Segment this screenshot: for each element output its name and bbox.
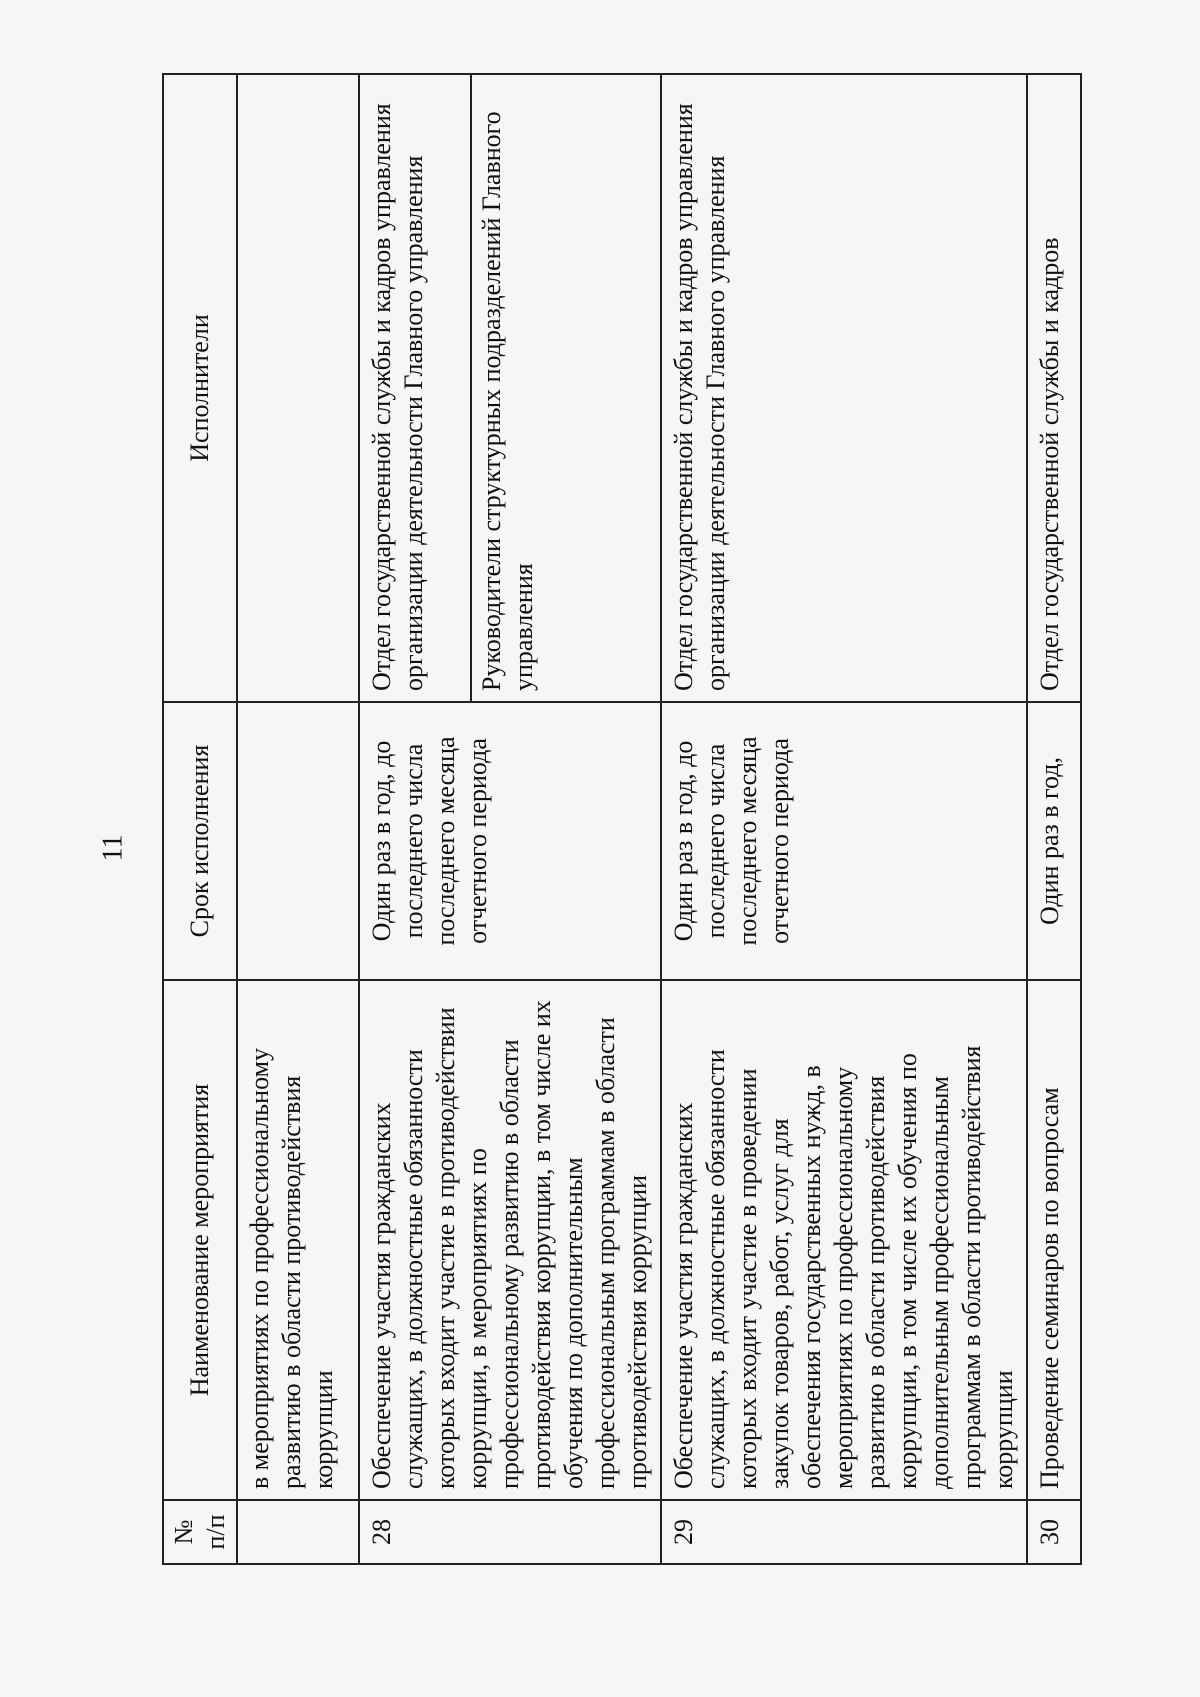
header-term: Срок исполнения: [163, 702, 237, 980]
row-term: Один раз в год, до последнего числа последнего месяца отчетного периода: [661, 702, 1027, 980]
table-row: [1027, 74, 1081, 1564]
row-term: Один раз в год,: [1027, 702, 1081, 980]
row-number: [237, 1500, 359, 1564]
row-executors: [359, 74, 661, 702]
page-number: 11: [97, 834, 129, 862]
row-number: 29: [661, 1500, 1027, 1564]
header-number: № п/п: [163, 1500, 237, 1564]
row-number: 30: [1027, 1500, 1081, 1564]
header-executors: Исполнители: [163, 74, 237, 702]
row-term: Один раз в год, до последнего числа последнего месяца отчетного периода: [359, 702, 661, 980]
row-name: в мероприятиях по профессиональному развитию в области противодействия коррупции: [237, 980, 359, 1500]
row-name: Проведение семинаров по вопросам: [1027, 980, 1081, 1500]
rotated-table-container: [162, 75, 1082, 1565]
row-term: [237, 702, 359, 980]
row-name: Обеспечение участия гражданских служащих, в должностные обязанности которых входит участие в противодействии коррупции, в мероприятиях по профессиональному развитию в области противодействия коррупции, в том числе их обучения по дополнительным профессиональным программам в области противодействия коррупции: [359, 980, 661, 1500]
table-row: [359, 74, 661, 1564]
row-name: Обеспечение участия гражданских служащих, в должностные обязанности которых входит участие в проведении закупок товаров, работ, услуг для обеспечения государственных нужд, в мероприятиях по профессиональному развитию в области противодействия коррупции, в том числе их обучения по дополнительным профессиональным программам в области противодействия коррупции: [661, 980, 1027, 1500]
executor-item: Отдел государственной службы и кадров управления организации деятельности Главного управления: [367, 103, 428, 691]
header-name: Наименование мероприятия: [163, 980, 237, 1500]
row-executors: Отдел государственной службы и кадров управления организации деятельности Главного управления: [661, 74, 1027, 702]
row-executors: [237, 74, 359, 702]
row-executors: Отдел государственной службы и кадров: [1027, 74, 1081, 702]
row-number: 28: [359, 1500, 661, 1564]
executor-item: Руководители структурных подразделений Главного управления: [470, 75, 540, 701]
table-row: [661, 74, 1027, 1564]
table-header-row: [163, 74, 237, 1564]
table-row: [237, 74, 359, 1564]
measures-table: [162, 73, 1082, 1565]
